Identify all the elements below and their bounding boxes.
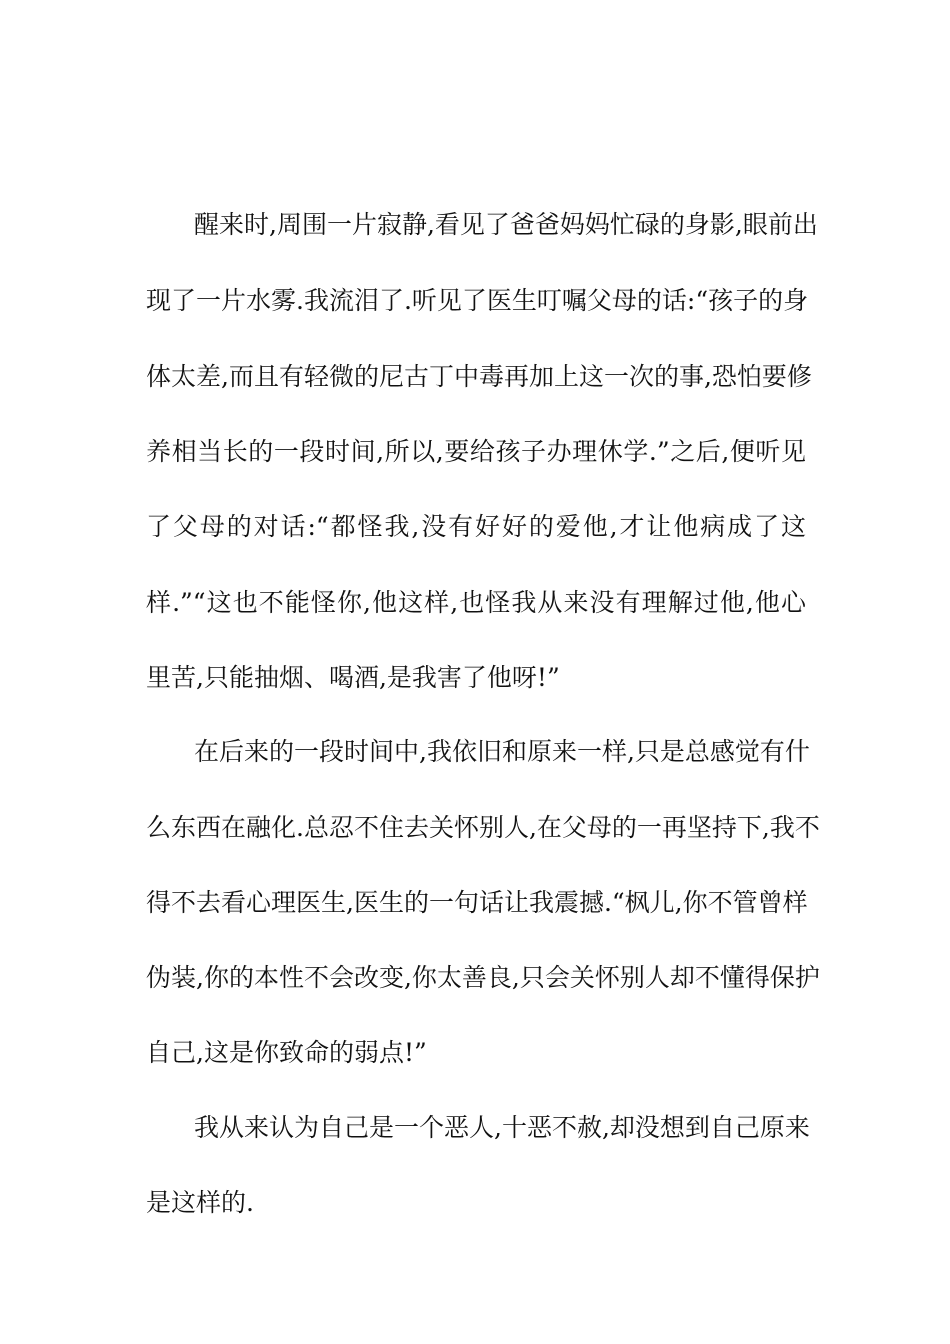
paragraph-1-line-7: 里苦,只能抽烟、喝酒,是我害了他呀!”: [146, 663, 560, 692]
paragraph-1-line-3: 体太差,而且有轻微的尼古丁中毒再加上这一次的事,恐怕要修: [146, 362, 812, 391]
paragraph-2-line-5: 自己,这是你致命的弱点!”: [146, 1038, 427, 1067]
paragraph-1-line-2: 现了一片水雾.我流泪了.听见了医生叮嘱父母的话:“孩子的身: [146, 286, 809, 315]
paragraph-3-line-2: 是这样的.: [146, 1188, 254, 1217]
paragraph-2-line-1: 在后来的一段时间中,我依旧和原来一样,只是总感觉有什: [194, 737, 810, 766]
paragraph-2-line-3: 得不去看心理医生,医生的一句话让我震撼.“枫儿,你不管曾样: [146, 888, 808, 917]
paragraph-3-line-1: 我从来认为自己是一个恶人,十恶不赦,却没想到自己原来: [194, 1113, 810, 1142]
paragraph-1-line-1: 醒来时,周围一片寂静,看见了爸爸妈妈忙碌的身影,眼前出: [194, 210, 818, 239]
paragraph-1-line-6: 样.”“这也不能怪你,他这样,也怪我从来没有理解过他,他心: [146, 588, 806, 617]
paragraph-2-line-4: 伪装,你的本性不会改变,你太善良,只会关怀别人却不懂得保护: [146, 963, 820, 992]
paragraph-1-line-4: 养相当长的一段时间,所以,要给孩子办理休学.”之后,便听见: [146, 437, 806, 466]
paragraph-2-line-2: 么东西在融化.总忍不住去关怀别人,在父母的一再坚持下,我不: [146, 813, 820, 842]
paragraph-1-line-5: 了父母的对话:“都怪我,没有好好的爱他,才让他病成了这: [146, 512, 806, 541]
